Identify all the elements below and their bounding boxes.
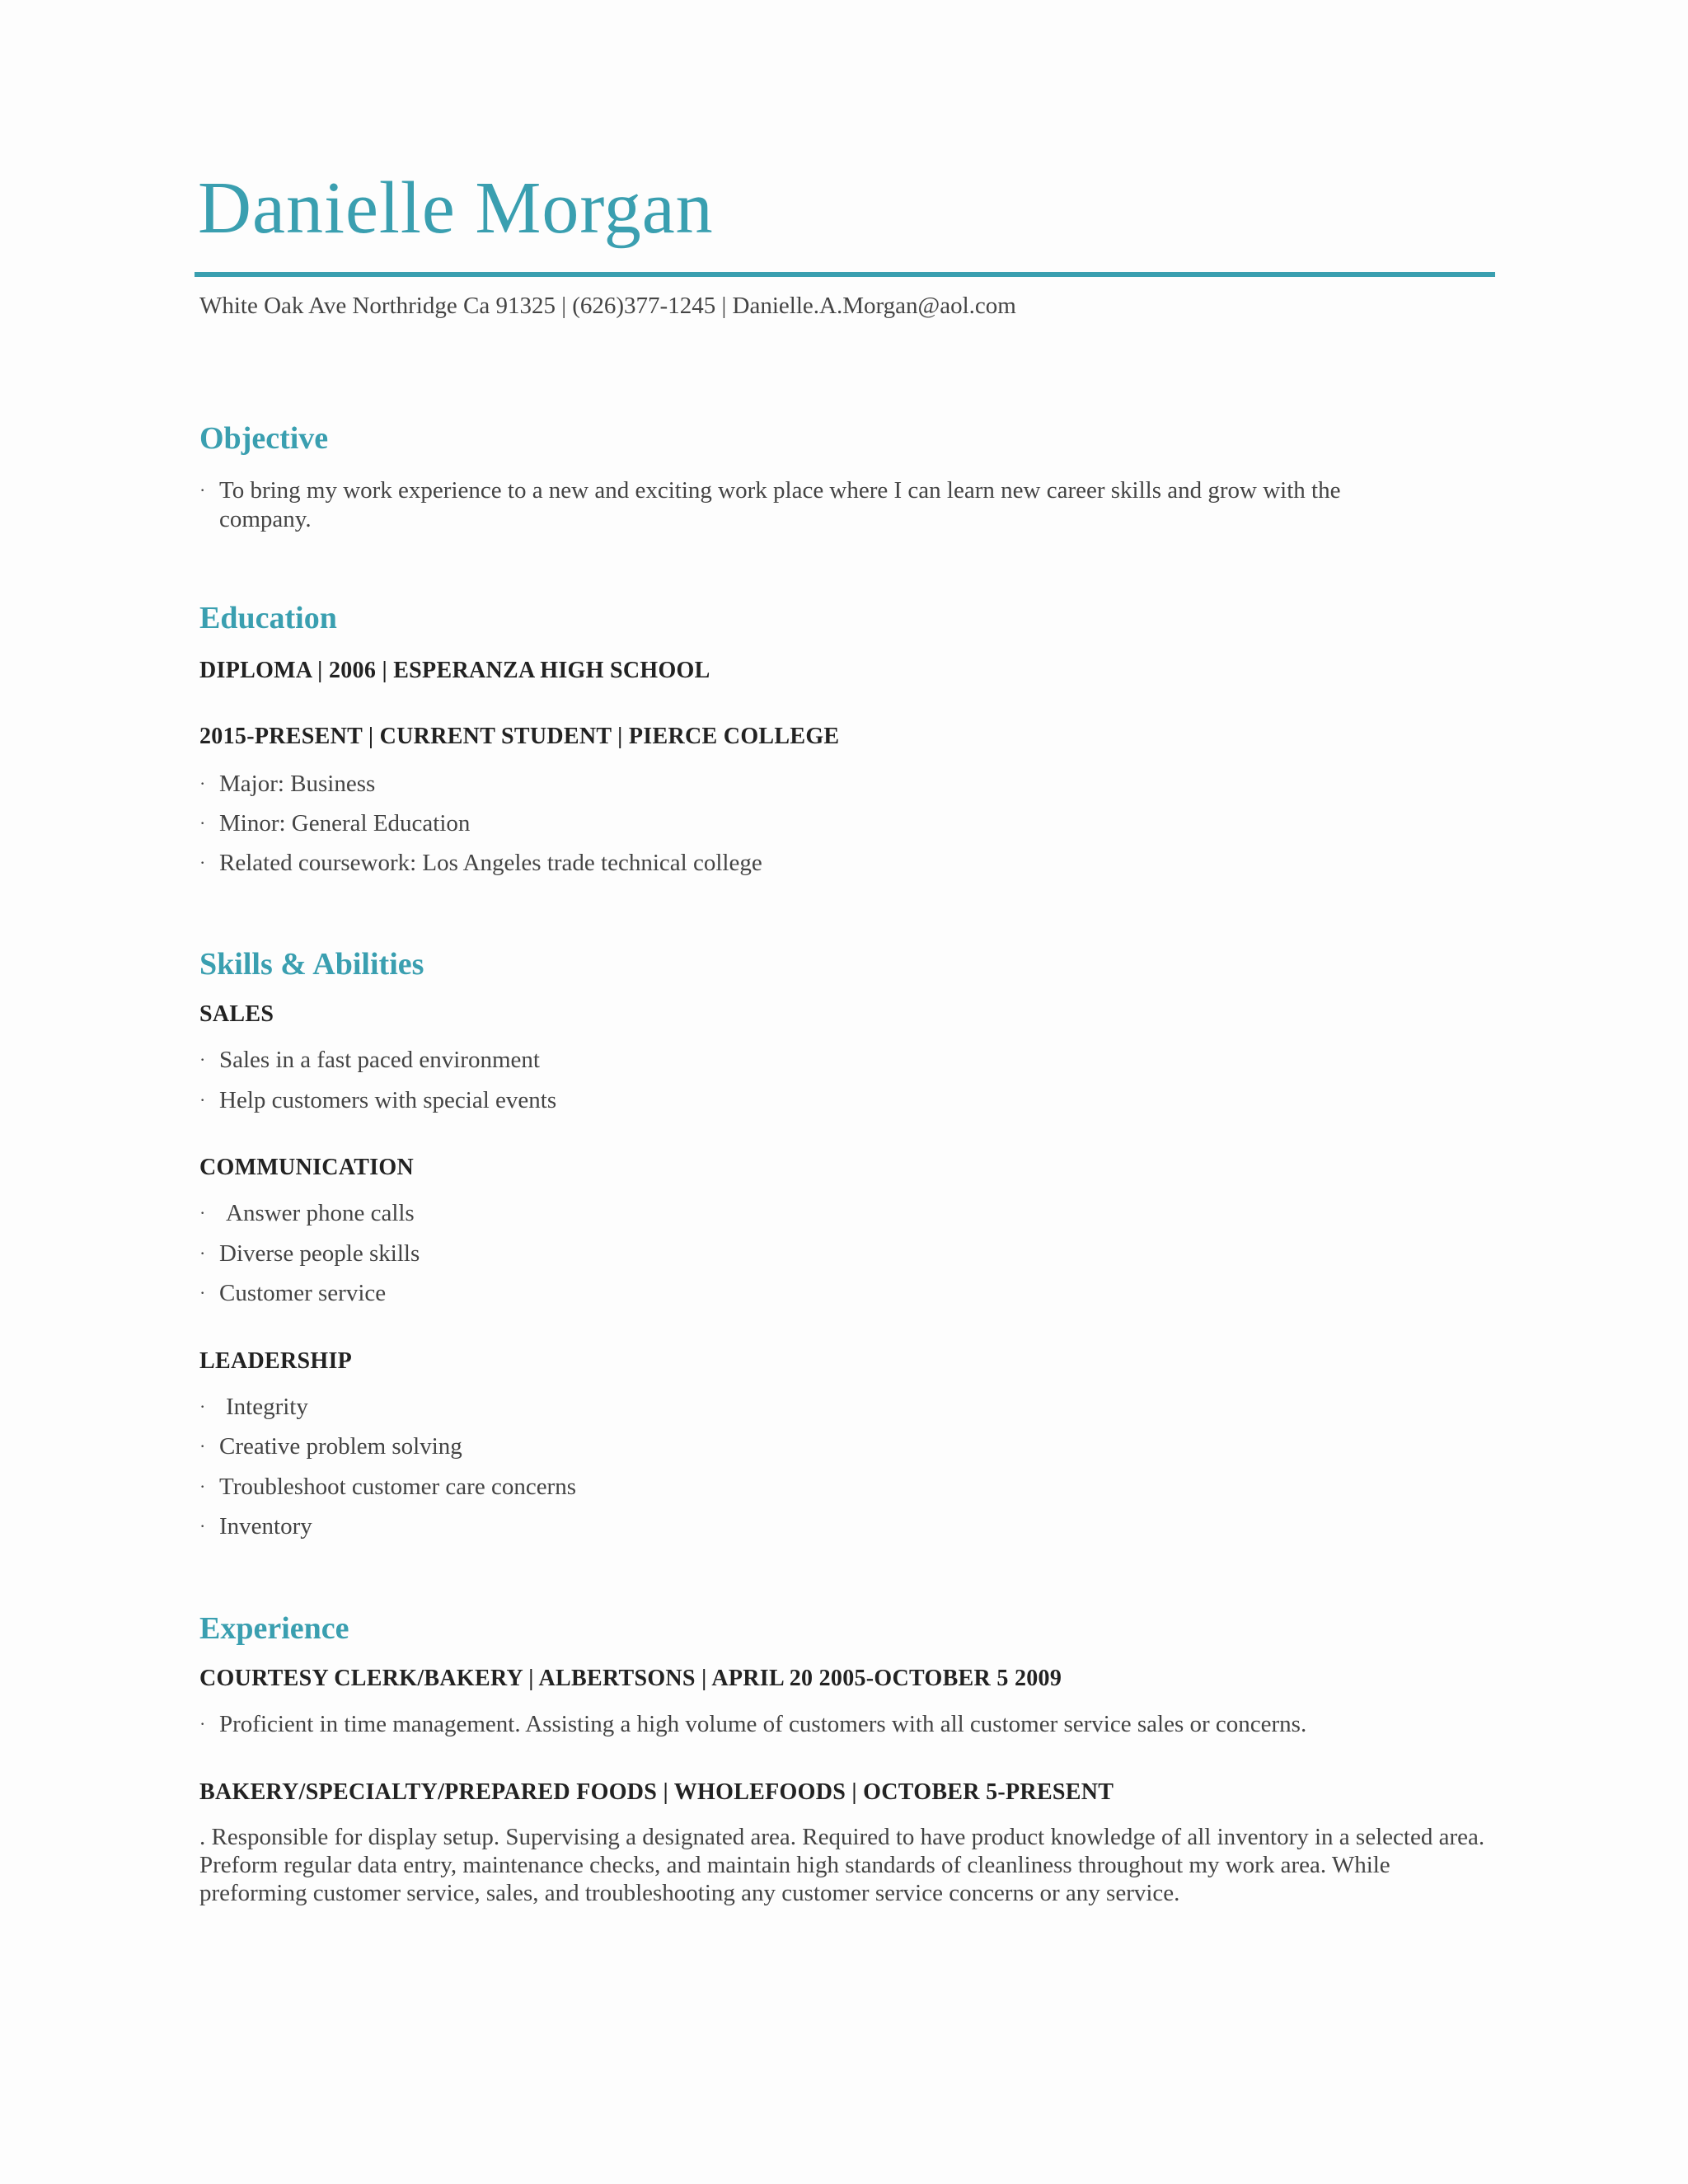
- bullet-dot: ·: [199, 1243, 206, 1263]
- list-item: · Related coursework: Los Angeles trade technical college: [199, 850, 762, 876]
- bullet-dot: ·: [199, 1396, 206, 1417]
- list-item: · Major: Business: [199, 771, 376, 797]
- education-heading: Education: [199, 601, 337, 635]
- bullet-dot: ·: [199, 852, 206, 873]
- objective-bullet: [199, 476, 1340, 534]
- education-entry-pierce: 2015-PRESENT | CURRENT STUDENT | PIERCE COLLEGE: [199, 724, 840, 749]
- bullet-dot: ·: [199, 1202, 206, 1223]
- bullet-dot: ·: [199, 813, 206, 833]
- education-entry-diploma: DIPLOMA | 2006 | ESPERANZA HIGH SCHOOL: [199, 658, 710, 683]
- list-item: · Creative problem solving: [199, 1433, 462, 1460]
- list-item: · Sales in a fast paced environment: [199, 1047, 540, 1073]
- job-heading-wholefoods: BAKERY/SPECIALTY/PREPARED FOODS | WHOLEFOODS | OCTOBER 5-PRESENT: [199, 1779, 1114, 1805]
- bullet-dot: ·: [199, 1436, 206, 1456]
- list-item: · Customer service: [199, 1280, 387, 1306]
- list-item: · Minor: General Education: [199, 810, 471, 837]
- list-item: · Help customers with special events: [199, 1087, 557, 1113]
- job-heading-albertsons: COURTESY CLERK/BAKERY | ALBERTSONS | APRIL 20 2005-OCTOBER 5 2009: [199, 1666, 1062, 1691]
- skills-group-leadership: LEADERSHIP: [199, 1348, 353, 1374]
- list-item: · Inventory: [199, 1513, 312, 1540]
- bullet-dot: ·: [199, 1713, 206, 1734]
- skills-group-sales: SALES: [199, 1001, 274, 1027]
- list-item: · Integrity: [199, 1394, 308, 1420]
- bullet-dot: ·: [199, 1516, 206, 1536]
- header-rule: [195, 272, 1495, 277]
- list-item: · Troubleshoot customer care concerns: [199, 1474, 577, 1500]
- list-item: · Answer phone calls: [199, 1200, 415, 1226]
- job-bullet-albertsons: · Proficient in time management. Assisting a high volume of customers with all customer service sales or concerns.: [199, 1711, 1307, 1737]
- objective-heading: Objective: [199, 421, 329, 456]
- bullet-dot: ·: [199, 773, 206, 794]
- resume-name: Danielle Morgan: [198, 167, 714, 249]
- contact-line: White Oak Ave Northridge Ca 91325 | (626)377-1245 | Danielle.A.Morgan@aol.com: [199, 293, 1016, 319]
- objective-line-2: company.: [219, 505, 312, 532]
- list-item: · Diverse people skills: [199, 1240, 420, 1267]
- skills-group-communication: COMMUNICATION: [199, 1155, 415, 1180]
- bullet-dot: ·: [199, 1049, 206, 1070]
- bullet-dot: ·: [199, 1282, 206, 1303]
- job-description-wholefoods: . Responsible for display setup. Supervising a designated area. Required to have product knowledge of all inventory in a selected area. Preform regular data entry, maintenance checks, and maintain high standards of cleanliness throughout my work area. While preforming customer service, sales, and troubleshooting any customer service concerns or any service.: [199, 1824, 1485, 1906]
- bullet-dot: ·: [199, 1476, 206, 1497]
- bullet-dot: ·: [199, 480, 206, 500]
- bullet-dot: ·: [199, 1090, 206, 1110]
- skills-heading: Skills & Abilities: [199, 947, 424, 982]
- experience-heading: Experience: [199, 1611, 349, 1646]
- objective-line-1: To bring my work experience to a new and exciting work place where I can learn new career skills and grow with the: [219, 477, 1341, 504]
